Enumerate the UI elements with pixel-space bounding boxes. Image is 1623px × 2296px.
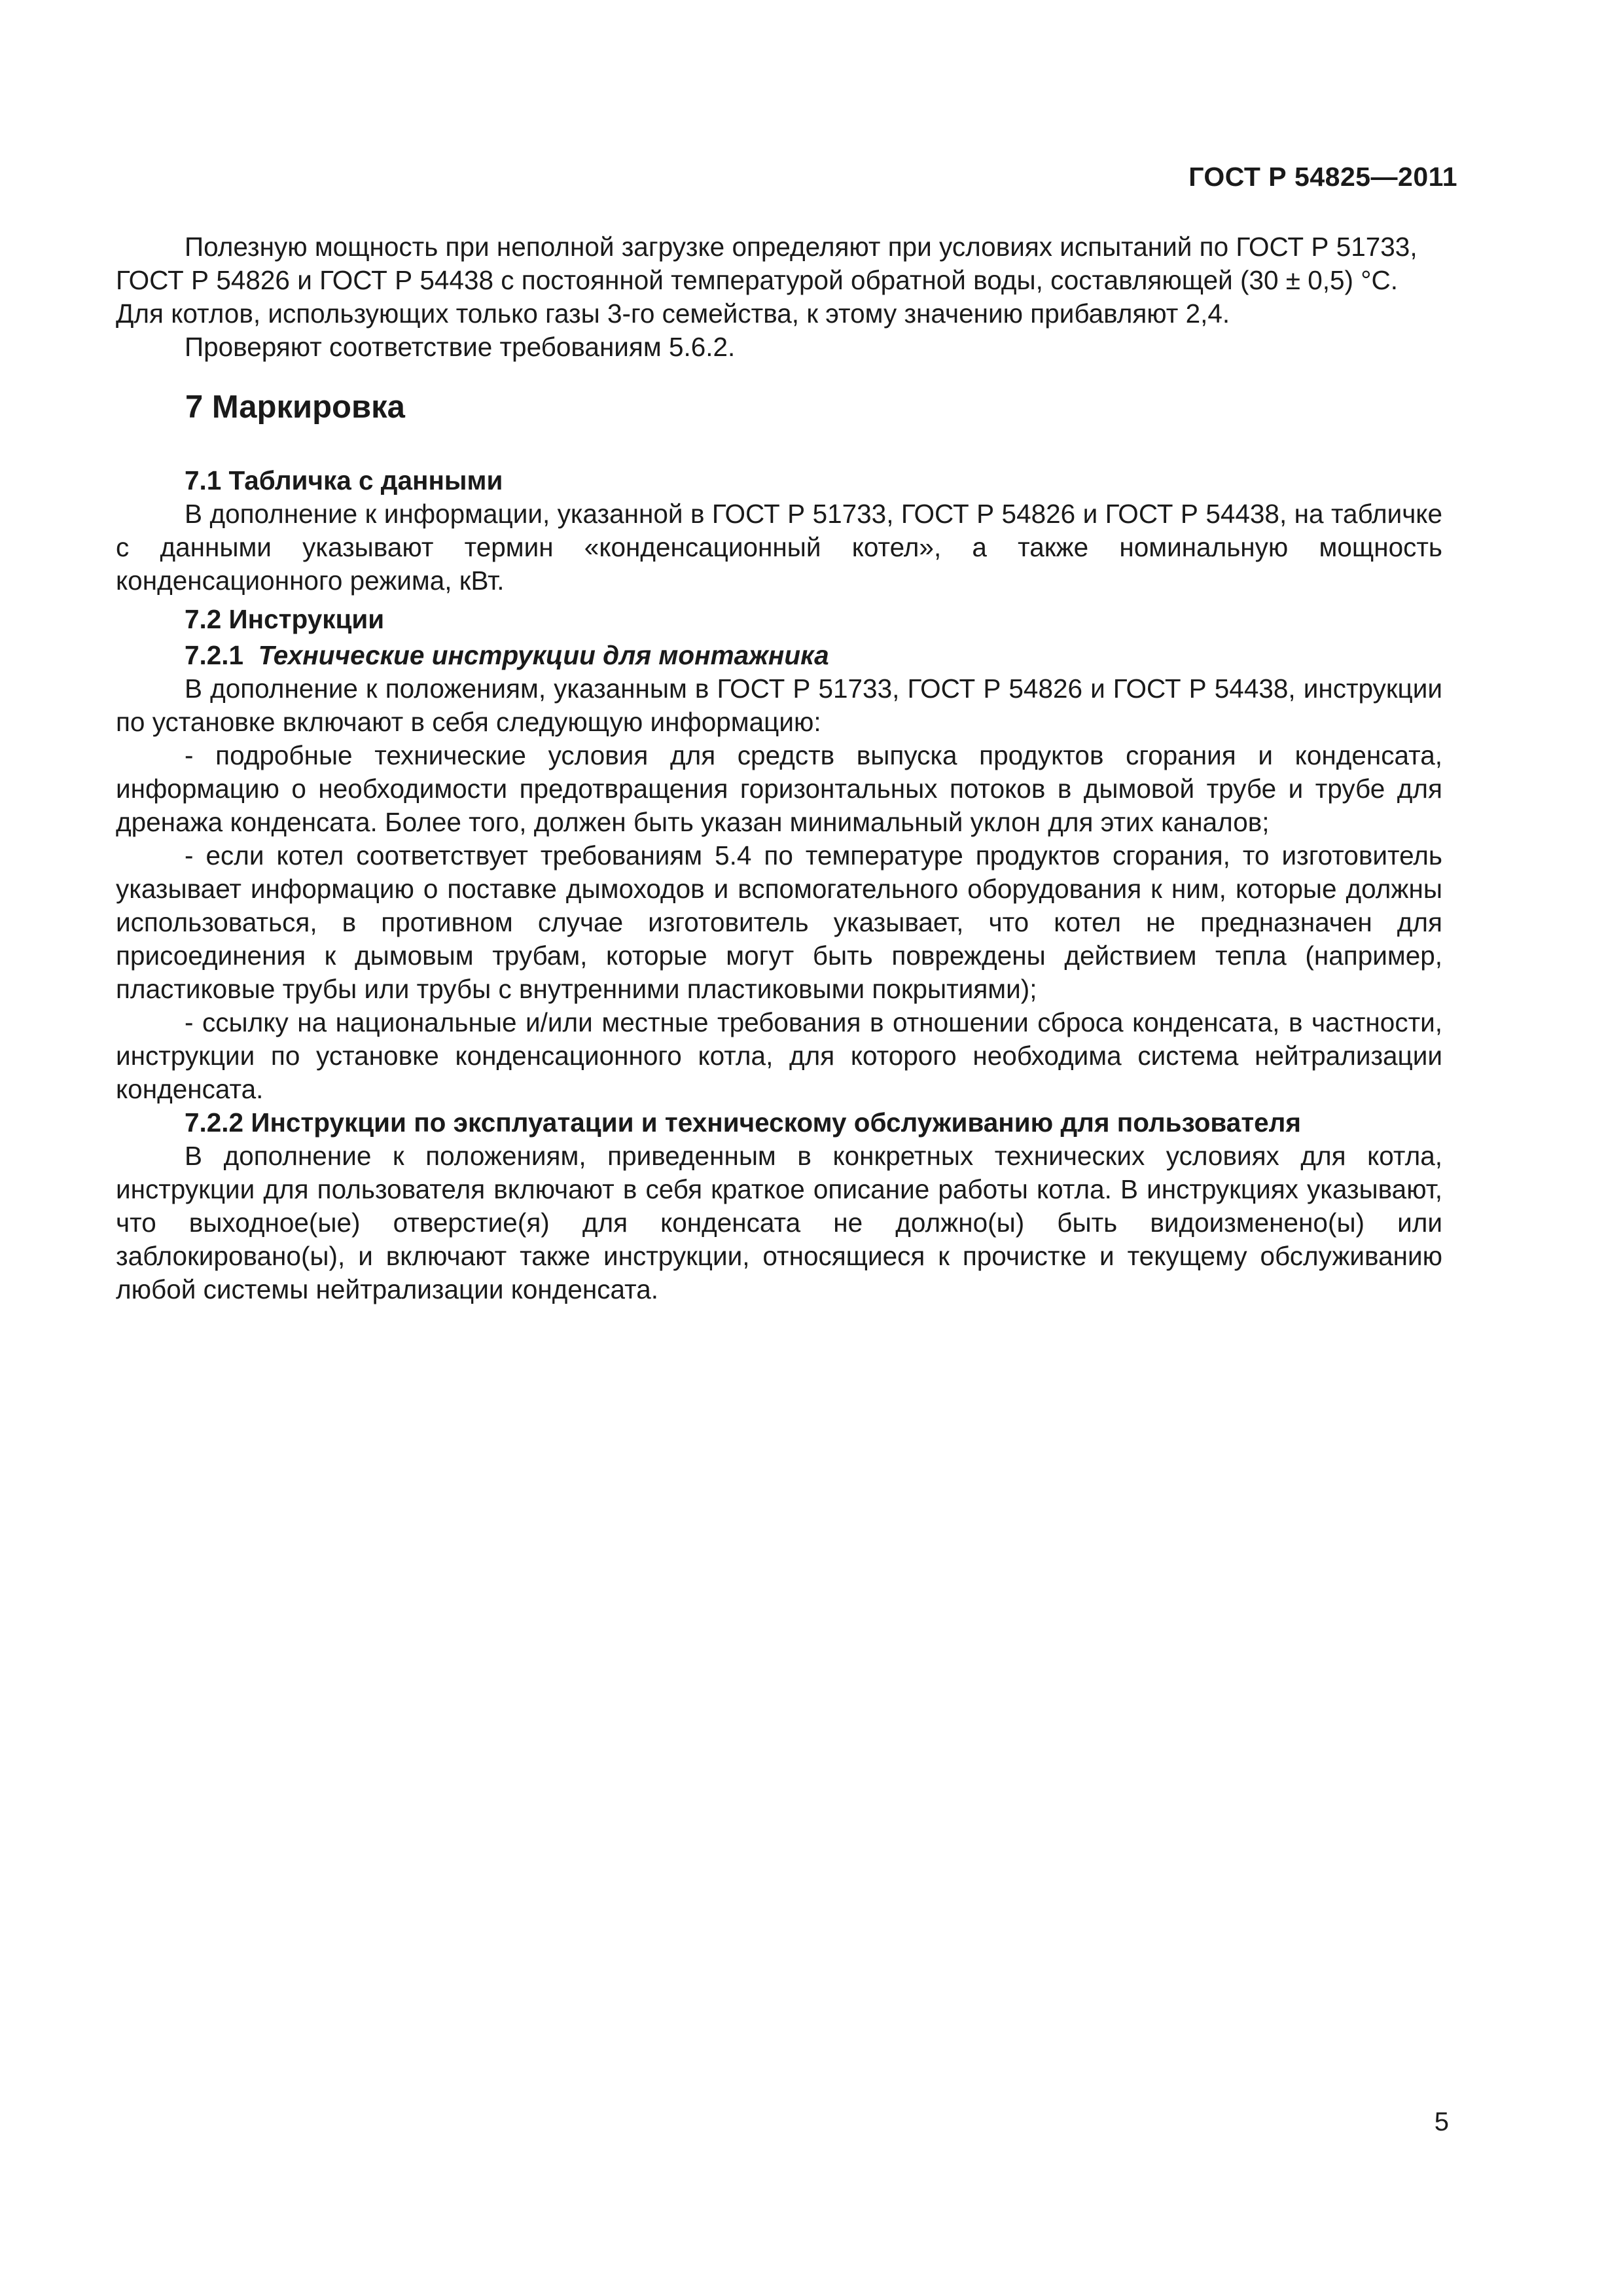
section-7-2-1-number: 7.2.1 bbox=[185, 640, 244, 670]
intro-line-2: ГОСТ Р 54826 и ГОСТ Р 54438 с постоянной температурой обратной воды, составляющей (30 ± 0,5) °С. bbox=[116, 265, 1398, 295]
list-item: - подробные технические условия для средств выпуска продуктов сгорания и конденсата, информацию о необходимости предотвращения горизонтальных потоков в дымовой трубе и трубе для дренажа конденсата. Более того, должен быть указан минимальный уклон для этих каналов; bbox=[116, 740, 1442, 837]
section-7-2-1-title bbox=[116, 639, 1442, 672]
section-7-title: 7 Маркировка bbox=[185, 389, 405, 425]
section-7-2-1-text: В дополнение к положениям, указанным в ГОСТ Р 51733, ГОСТ Р 54826 и ГОСТ Р 54438, инструкции по установке включают в себя следующую информацию: bbox=[116, 673, 1442, 737]
section-7-1-title: 7.1 Табличка с данными bbox=[185, 465, 503, 495]
page-number: 5 bbox=[1434, 2108, 1449, 2136]
intro-line-1: Полезную мощность при неполной загрузке определяют при условиях испытаний по ГОСТ Р 51733, bbox=[185, 232, 1418, 262]
section-7-body bbox=[116, 464, 1442, 1306]
section-7-1-text: В дополнение к информации, указанной в ГОСТ Р 51733, ГОСТ Р 54826 и ГОСТ Р 54438, на табличке с данными указывают термин «конденсационный котел», а также номинальную мощность конденсационного режима, кВт. bbox=[116, 499, 1442, 596]
list-item: - если котел соответствует требованиям 5.4 по температуре продуктов сгорания, то изготовитель указывает информацию о поставке дымоходов и вспомогательного оборудования к ним, которые должны использоваться, в противном случае изготовитель указывает, что котел не предназначен для присоединения к дымовым трубам, которые могут быть повреждены действием тепла (например, пластиковые трубы или трубы с внутренними пластиковыми покрытиями); bbox=[116, 840, 1442, 1004]
section-7-2-title: 7.2 Инструкции bbox=[185, 604, 385, 634]
section-7-2-1-heading: Технические инструкции для монтажника bbox=[258, 640, 829, 670]
list-item: - ссылку на национальные и/или местные требования в отношении сброса конденсата, в частности, инструкции по установке конденсационного котла, для которого необходима система нейтрализации конденсата. bbox=[116, 1007, 1442, 1104]
intro-paragraph-2: Проверяют соответствие требованиям 5.6.2. bbox=[185, 332, 736, 362]
intro-block bbox=[116, 230, 1442, 364]
section-7-2-2-text: В дополнение к положениям, приведенным в конкретных технических условиях для котла, инструкции для пользователя включают в себя краткое описание работы котла. В инструкциях указывают, что выходное(ые) отверстие(я) для конденсата не должно(ы) быть видоизменено(ы) или заблокировано(ы), и включают также инструкции, относящиеся к прочистке и текущему обслуживанию любой системы нейтрализации конденсата. bbox=[116, 1141, 1442, 1304]
document-header: ГОСТ Р 54825—2011 bbox=[1188, 162, 1457, 192]
intro-line-3: Для котлов, использующих только газы 3-го семейства, к этому значению прибавляют 2,4. bbox=[116, 298, 1230, 329]
section-7-2-2-title: 7.2.2 Инструкции по эксплуатации и техническому обслуживанию для пользователя bbox=[185, 1107, 1302, 1138]
